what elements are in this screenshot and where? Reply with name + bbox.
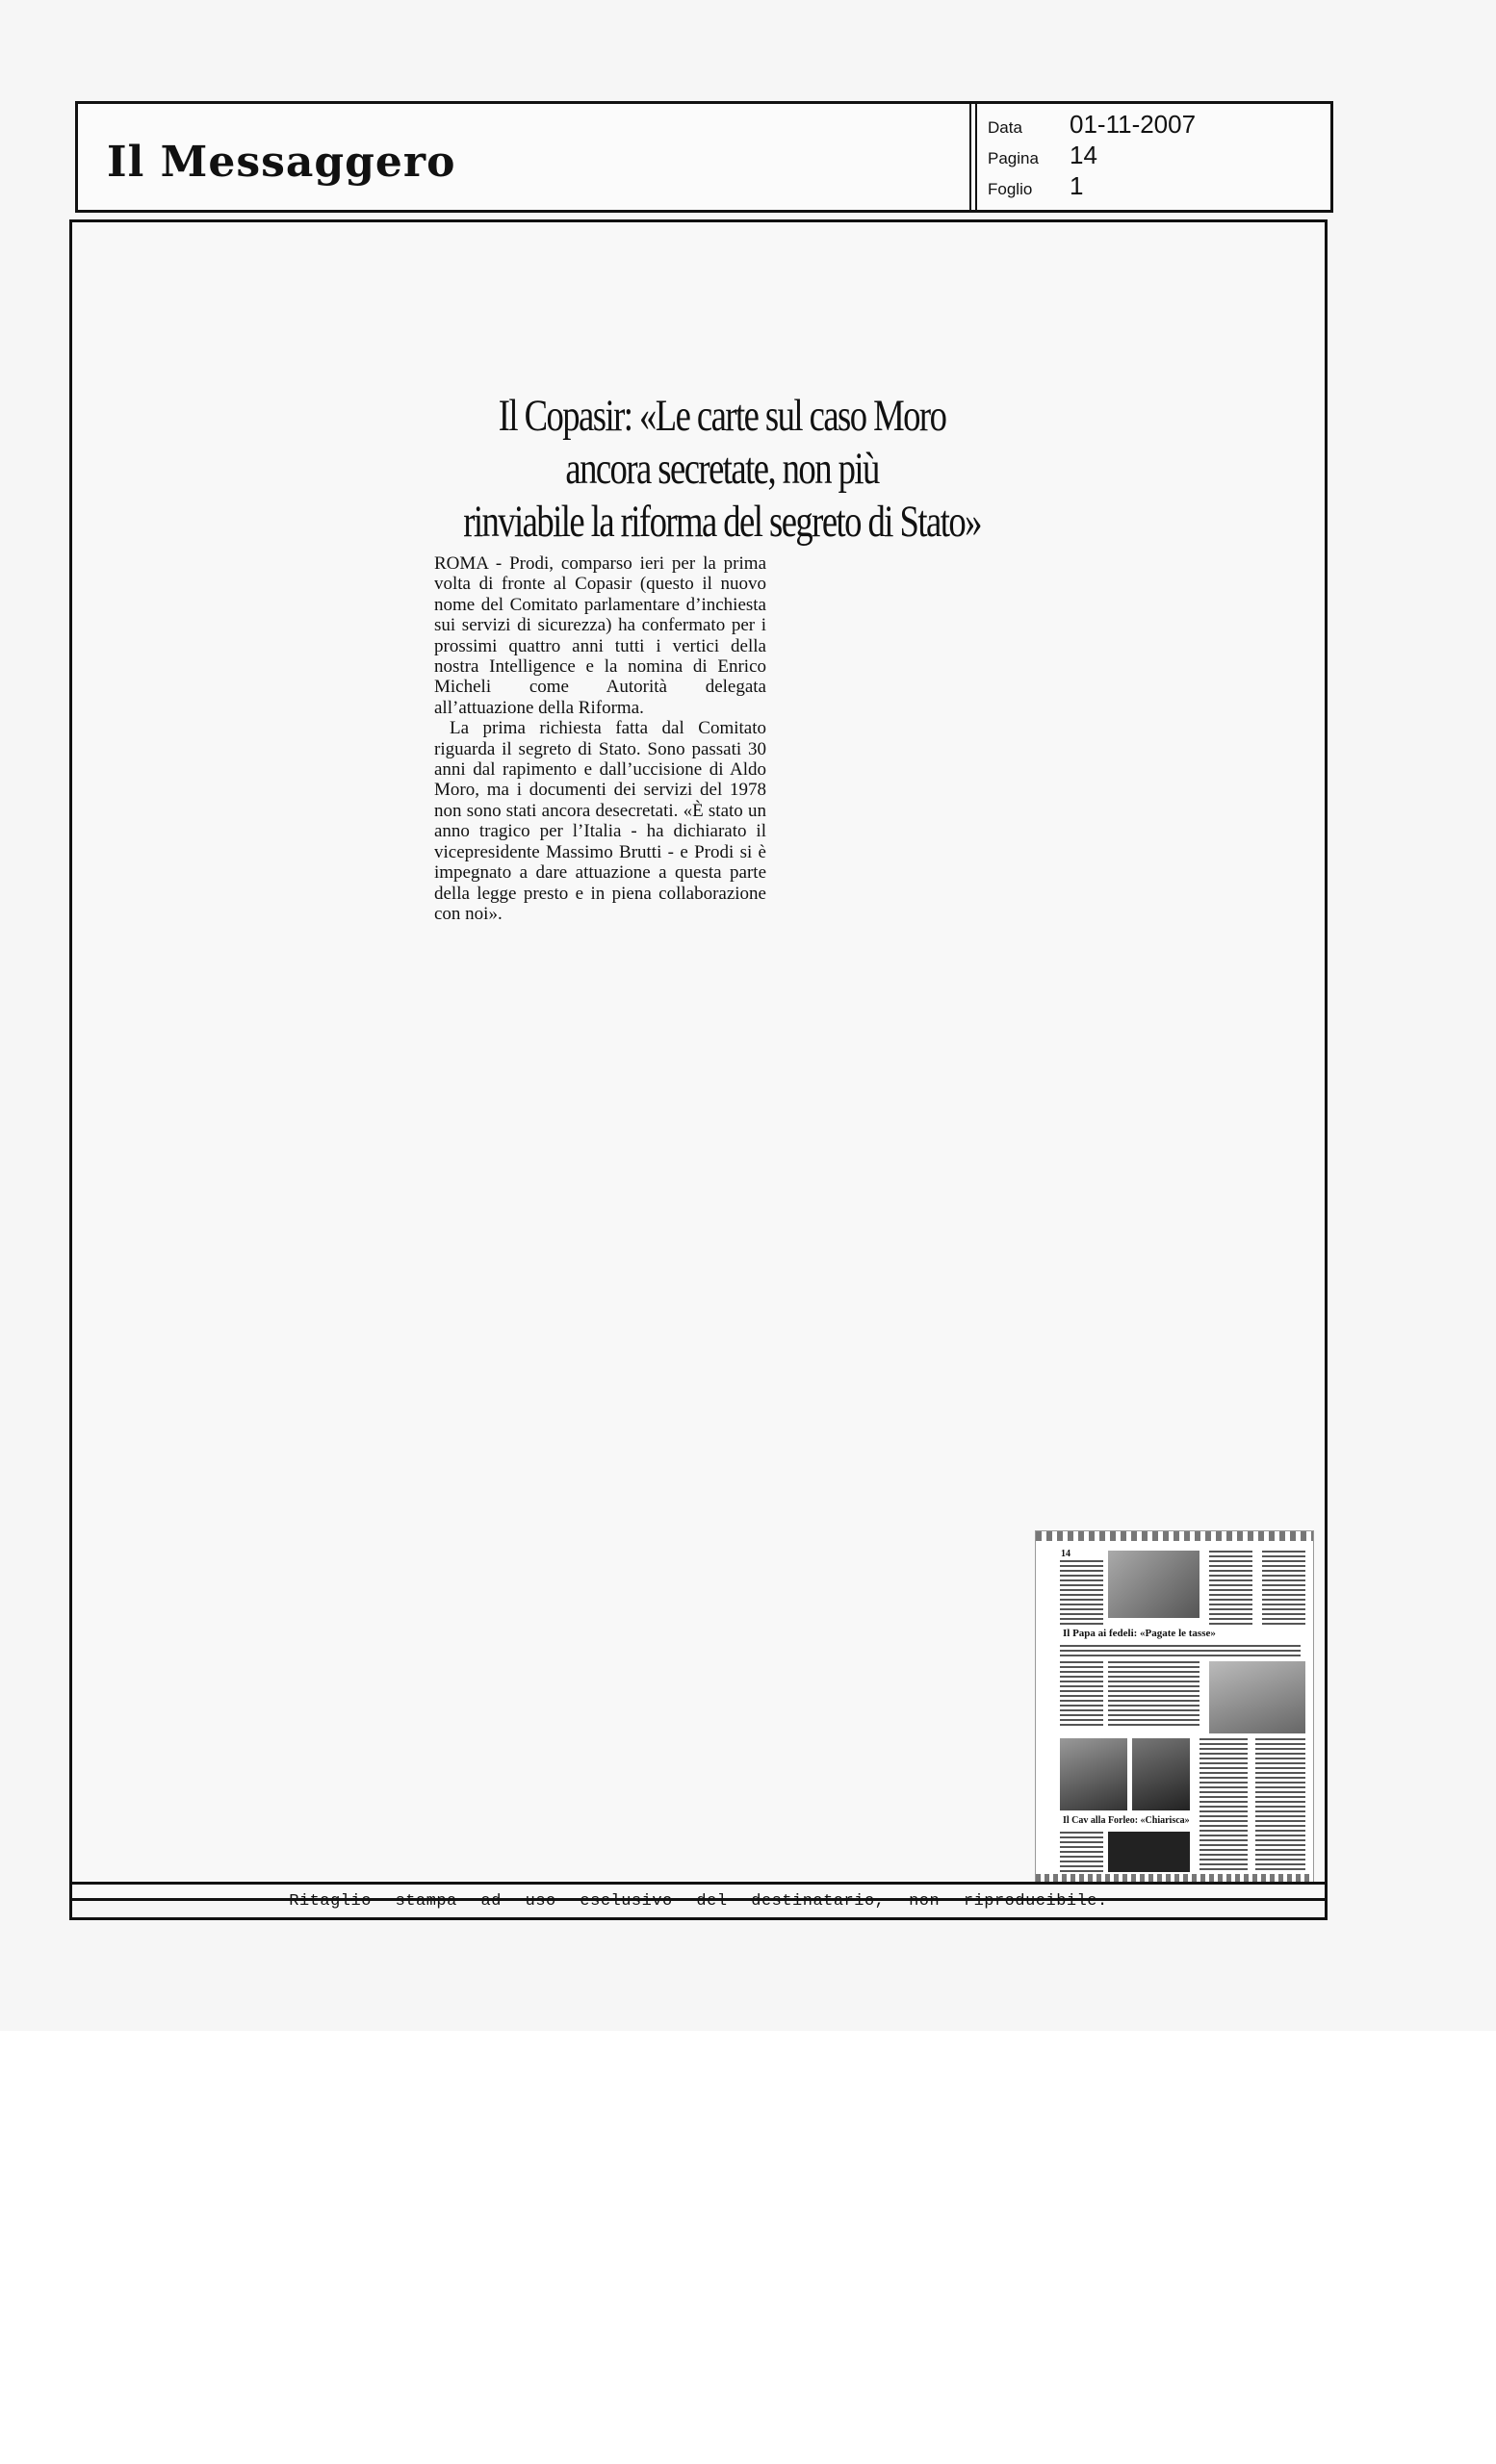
headline-line: rinviabile la riforma del segreto di Stato»	[463, 497, 981, 547]
date-value: 01-11-2007	[1070, 110, 1197, 139]
thumbnail-photo	[1108, 1832, 1190, 1872]
headline-line: ancora secretate, non più	[565, 444, 879, 494]
newspaper-masthead: Il Messaggero	[107, 137, 456, 187]
thumbnail-page-number: 14	[1061, 1549, 1070, 1559]
thumbnail-column	[1255, 1738, 1305, 1873]
thumbnail-photo	[1209, 1661, 1305, 1733]
thumbnail-headline: Il Cav alla Forleo: «Chiarisca»	[1063, 1815, 1190, 1826]
clipping-notice-text: Ritaglio stampa ad uso esclusivo del destinatario, non riproducibile.	[289, 1891, 1108, 1911]
thumbnail-column	[1060, 1832, 1103, 1872]
date-label: Data	[988, 118, 1022, 137]
meta-row-date	[988, 110, 1325, 141]
headline-line: Il Copasir: «Le carte sul caso Moro	[498, 391, 946, 441]
thumbnail-photo	[1060, 1738, 1127, 1810]
page-thumbnail	[1035, 1530, 1314, 1885]
meta-row-page	[988, 141, 1325, 171]
page-header	[75, 101, 1333, 213]
sheet-label: Foglio	[988, 180, 1033, 198]
thumbnail-photo	[1132, 1738, 1190, 1810]
article-body	[434, 553, 766, 924]
clipping-notice	[69, 1882, 1328, 1920]
thumbnail-column	[1108, 1661, 1199, 1729]
article-paragraph: La prima richiesta fatta dal Comitato riguarda il segreto di Stato. Sono passati 30 anni dal rapimento e dall’uccisione di Aldo Moro, ma i documenti dei servizi del 1978 non sono stati ancora desecretati. «È stato un anno tragico per l’Italia - ha dichiarato il vicepresidente Massimo Brutti - e Prodi si è impegnato a dare attuazione a questa parte della legge presto e in piena collaborazione con noi».	[434, 718, 766, 924]
thumbnail-photo	[1108, 1551, 1199, 1618]
thumbnail-column	[1199, 1738, 1248, 1873]
page-value: 14	[1070, 141, 1097, 169]
thumbnail-column	[1262, 1551, 1305, 1628]
thumbnail-column	[1209, 1551, 1252, 1628]
article-paragraph: ROMA - Prodi, comparso ieri per la prima volta di fronte al Copasir (questo il nuovo nome del Comitato parlamentare d’inchiesta sui servizi di sicurezza) ha confermato per i prossimi quattro anni tutti i vertici della nostra Intelligence e la nomina di Enrico Micheli come Autorità delegata all’attuazione della Riforma.	[434, 553, 766, 718]
header-meta	[988, 110, 1325, 202]
article-headline	[424, 390, 981, 549]
thumbnail-top-strip	[1036, 1531, 1313, 1541]
meta-row-sheet	[988, 171, 1325, 202]
header-divider	[969, 104, 977, 210]
thumbnail-headline: Il Papa ai fedeli: «Pagate le tasse»	[1063, 1628, 1216, 1639]
thumbnail-column	[1060, 1645, 1301, 1656]
page-label: Pagina	[988, 149, 1039, 167]
thumbnail-column	[1060, 1560, 1103, 1628]
sheet-value: 1	[1070, 171, 1084, 200]
thumbnail-column	[1060, 1661, 1103, 1729]
